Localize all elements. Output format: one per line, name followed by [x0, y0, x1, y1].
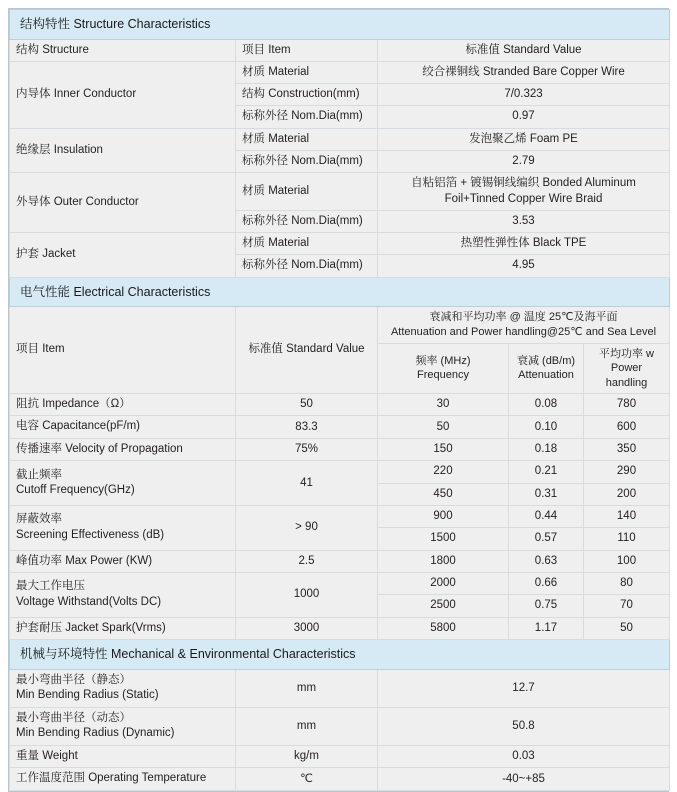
mech-label-en: Min Bending Radius (Static)	[16, 689, 159, 702]
attenuation-power: 140	[584, 506, 670, 528]
mech-label-cn: 重量 Weight	[16, 749, 78, 762]
attenuation-frequency: 900	[378, 506, 509, 528]
attenuation-frequency: 5800	[378, 617, 509, 640]
table-row	[10, 707, 670, 745]
table-row	[10, 669, 670, 707]
subheader-cn-0: 频率 (MHz)	[415, 355, 471, 368]
table-body	[10, 10, 670, 791]
param-label-cn: 屏蔽效率	[16, 513, 62, 526]
param-label-cn: 峰值功率 Max Power (KW)	[16, 554, 153, 567]
table-row	[10, 61, 670, 83]
attenuation-value: 0.31	[509, 483, 584, 505]
electrical-param-label	[10, 461, 236, 506]
column-subheader-2	[584, 344, 670, 394]
table-header-row	[10, 39, 670, 61]
structure-item-label: 结构 Construction(mm)	[236, 84, 378, 106]
attenuation-value: 0.66	[509, 573, 584, 595]
structure-item-value: 绞合裸铜线 Stranded Bare Copper Wire	[378, 61, 670, 83]
column-header-standard-value: 标准值 Standard Value	[236, 307, 378, 394]
attenuation-value: 1.17	[509, 617, 584, 640]
attenuation-value: 0.10	[509, 416, 584, 439]
attenuation-value: 0.08	[509, 393, 584, 416]
structure-item-label: 标称外径 Nom.Dia(mm)	[236, 255, 378, 277]
column-subheader-0	[378, 344, 509, 394]
structure-group-label: 外导体 Outer Conductor	[10, 173, 236, 233]
subheader-cn-2: 平均功率 w	[599, 348, 654, 361]
param-label-en: Voltage Withstand(Volts DC)	[16, 595, 162, 608]
column-header-standard-value: 标准值 Standard Value	[378, 39, 670, 61]
table-row	[10, 461, 670, 483]
table-row	[10, 745, 670, 768]
table-row	[10, 128, 670, 150]
electrical-param-value: 2.5	[236, 550, 378, 573]
structure-item-value: 热塑性弹性体 Black TPE	[378, 233, 670, 255]
structure-item-value: 自粘铝箔 + 镀锡铜线编织 Bonded Aluminum Foil+Tinned Copper Wire Braid	[378, 173, 670, 211]
electrical-param-value: 75%	[236, 438, 378, 461]
table-row	[10, 416, 670, 439]
section-header-row	[10, 10, 670, 40]
structure-item-value: 2.79	[378, 151, 670, 173]
section-header-row	[10, 640, 670, 670]
electrical-param-label	[10, 416, 236, 439]
subheader-cn-1: 衰减 (dB/m)	[516, 355, 576, 368]
electrical-param-value: 3000	[236, 617, 378, 640]
param-label-cn: 截止频率	[16, 468, 62, 481]
structure-item-value: 发泡聚乙烯 Foam PE	[378, 128, 670, 150]
param-label-en: Cutoff Frequency(GHz)	[16, 484, 135, 497]
electrical-param-label	[10, 393, 236, 416]
electrical-header-row-1	[10, 307, 670, 344]
attenuation-value: 0.44	[509, 506, 584, 528]
mechanical-value: 0.03	[378, 745, 670, 768]
electrical-param-value: > 90	[236, 506, 378, 551]
mechanical-label	[10, 745, 236, 768]
structure-item-label: 材质 Material	[236, 233, 378, 255]
table-row	[10, 617, 670, 640]
mechanical-value: -40~+85	[378, 768, 670, 791]
structure-item-value: 7/0.323	[378, 84, 670, 106]
attenuation-power: 110	[584, 528, 670, 550]
structure-item-value: 0.97	[378, 106, 670, 128]
mechanical-unit: mm	[236, 669, 378, 707]
attenuation-power: 290	[584, 461, 670, 483]
attenuation-value: 0.18	[509, 438, 584, 461]
mechanical-value: 50.8	[378, 707, 670, 745]
electrical-param-label	[10, 550, 236, 573]
mechanical-value: 12.7	[378, 669, 670, 707]
mechanical-label	[10, 669, 236, 707]
column-header-attenuation-group	[378, 307, 670, 344]
attenuation-group-cn: 衰减和平均功率 @ 温度 25℃及海平面	[429, 311, 618, 324]
attenuation-frequency: 2500	[378, 595, 509, 617]
section-title-structure: 结构特性 Structure Characteristics	[10, 10, 670, 40]
mechanical-unit: ℃	[236, 768, 378, 791]
subheader-en-2: Power handling	[605, 362, 648, 389]
electrical-param-label	[10, 506, 236, 551]
specification-table	[9, 9, 670, 791]
table-row	[10, 233, 670, 255]
attenuation-value: 0.57	[509, 528, 584, 550]
structure-group-label: 内导体 Inner Conductor	[10, 61, 236, 128]
attenuation-frequency: 1800	[378, 550, 509, 573]
attenuation-power: 600	[584, 416, 670, 439]
table-row	[10, 550, 670, 573]
spec-sheet	[8, 8, 669, 792]
structure-item-label: 标称外径 Nom.Dia(mm)	[236, 106, 378, 128]
structure-item-label: 材质 Material	[236, 61, 378, 83]
mech-label-cn: 最小弯曲半径（动态）	[16, 711, 131, 724]
attenuation-frequency: 50	[378, 416, 509, 439]
attenuation-group-en: Attenuation and Power handling@25℃ and Sea Level	[390, 326, 657, 339]
attenuation-frequency: 1500	[378, 528, 509, 550]
attenuation-frequency: 2000	[378, 573, 509, 595]
structure-group-label: 绝缘层 Insulation	[10, 128, 236, 173]
structure-item-value: 4.95	[378, 255, 670, 277]
mechanical-unit: mm	[236, 707, 378, 745]
param-label-cn: 传播速率 Velocity of Propagation	[16, 442, 183, 455]
section-title-mechanical: 机械与环境特性 Mechanical & Environmental Characteristics	[10, 640, 670, 670]
attenuation-value: 0.21	[509, 461, 584, 483]
table-row	[10, 768, 670, 791]
attenuation-value: 0.63	[509, 550, 584, 573]
structure-item-label: 标称外径 Nom.Dia(mm)	[236, 151, 378, 173]
mechanical-unit: kg/m	[236, 745, 378, 768]
mechanical-label	[10, 707, 236, 745]
mechanical-label	[10, 768, 236, 791]
param-label-cn: 护套耐压 Jacket Spark(Vrms)	[16, 621, 166, 634]
attenuation-power: 80	[584, 573, 670, 595]
structure-item-label: 标称外径 Nom.Dia(mm)	[236, 210, 378, 232]
subheader-en-1: Attenuation	[518, 369, 574, 382]
attenuation-frequency: 30	[378, 393, 509, 416]
table-row	[10, 393, 670, 416]
section-title-electrical: 电气性能 Electrical Characteristics	[10, 277, 670, 307]
mech-label-en: Min Bending Radius (Dynamic)	[16, 727, 175, 740]
attenuation-power: 70	[584, 595, 670, 617]
structure-item-label: 材质 Material	[236, 173, 378, 211]
electrical-param-value: 50	[236, 393, 378, 416]
param-label-en: Screening Effectiveness (dB)	[16, 528, 165, 541]
structure-item-value: 3.53	[378, 210, 670, 232]
column-header-item: 项目 Item	[236, 39, 378, 61]
electrical-param-value: 41	[236, 461, 378, 506]
attenuation-power: 100	[584, 550, 670, 573]
attenuation-power: 780	[584, 393, 670, 416]
attenuation-power: 350	[584, 438, 670, 461]
structure-item-label: 材质 Material	[236, 128, 378, 150]
electrical-param-value: 1000	[236, 573, 378, 618]
attenuation-frequency: 150	[378, 438, 509, 461]
mech-label-cn: 工作温度范围 Operating Temperature	[16, 772, 207, 785]
table-row	[10, 506, 670, 528]
electrical-param-label	[10, 438, 236, 461]
table-row	[10, 173, 670, 211]
column-subheader-1	[509, 344, 584, 394]
attenuation-frequency: 450	[378, 483, 509, 505]
column-header-structure: 结构 Structure	[10, 39, 236, 61]
electrical-param-label	[10, 573, 236, 618]
table-row	[10, 438, 670, 461]
mech-label-cn: 最小弯曲半径（静态）	[16, 673, 131, 686]
section-header-row	[10, 277, 670, 307]
attenuation-power: 50	[584, 617, 670, 640]
param-label-cn: 电容 Capacitance(pF/m)	[16, 420, 140, 433]
attenuation-value: 0.75	[509, 595, 584, 617]
attenuation-power: 200	[584, 483, 670, 505]
param-label-cn: 最大工作电压	[16, 580, 85, 593]
subheader-en-0: Frequency	[417, 369, 469, 382]
electrical-param-label	[10, 617, 236, 640]
param-label-cn: 阻抗 Impedance（Ω）	[16, 397, 131, 410]
structure-group-label: 护套 Jacket	[10, 233, 236, 278]
electrical-param-value: 83.3	[236, 416, 378, 439]
table-row	[10, 573, 670, 595]
attenuation-frequency: 220	[378, 461, 509, 483]
column-header-item: 项目 Item	[10, 307, 236, 394]
